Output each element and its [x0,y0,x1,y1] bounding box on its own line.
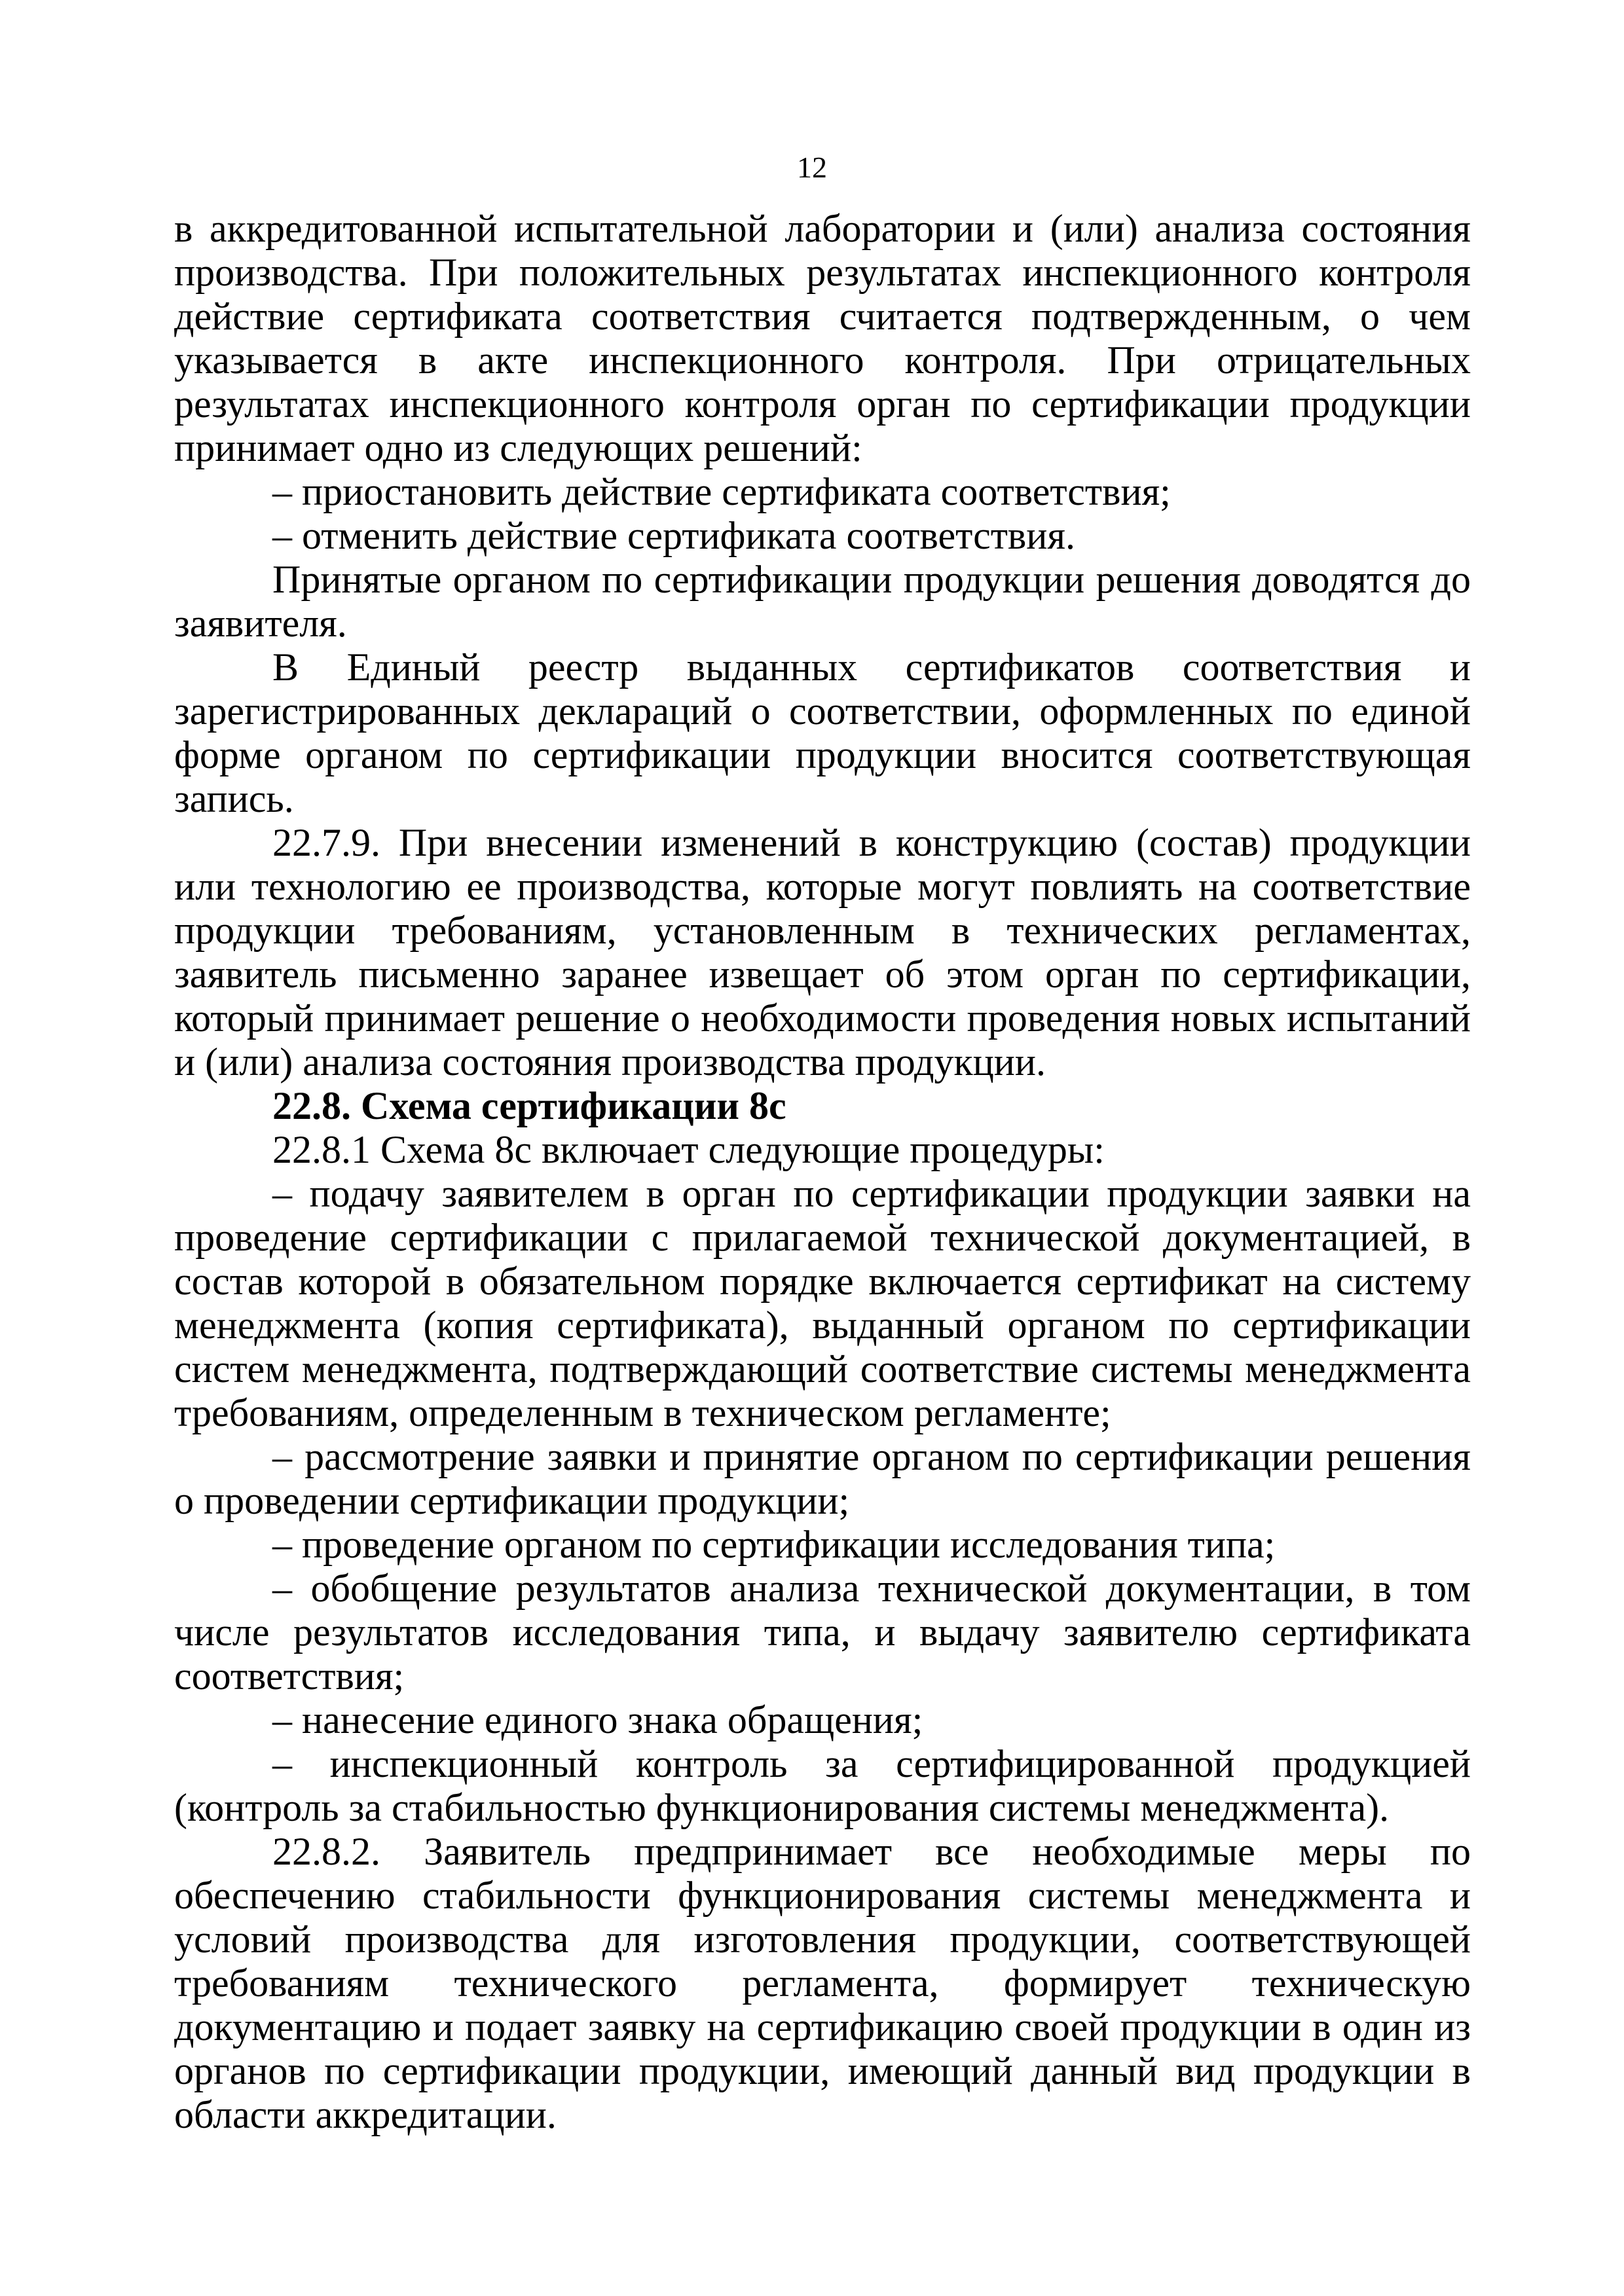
list-item-circulation-mark: – нанесение единого знака обращения; [272,1698,923,1741]
section-heading-22-8: 22.8. Схема сертификации 8с [272,1084,786,1127]
list-item-application-review: – рассмотрение заявки и принятие органом по сертификации решения о проведении сертификации продукции; [174,1435,1471,1522]
list-item-results-summary: – обобщение результатов анализа технической документации, в том числе результатов исследования типа, и выдачу заявителю сертификата соответствия; [174,1567,1471,1698]
list-item-cancel-certificate: – отменить действие сертификата соответствия. [272,514,1075,557]
list-item-suspend-certificate: – приостановить действие сертификата соответствия; [272,470,1171,513]
list-item-application-submission: – подачу заявителем в орган по сертификации продукции заявки на проведение сертификации с прилагаемой технической документацией, в состав которой в обязательном порядке включается сертификат на систему менеджмента (копия сертификата), выданный органом по сертификации систем менеджмента, подтверждающий соответствие системы менеджмента требованиям, определенным в техническом регламенте; [174,1172,1471,1434]
paragraph-22-8-2: 22.8.2. Заявитель предпринимает все необходимые меры по обеспечению стабильности функционирования системы менеджмента и условий производства для изготовления продукции, соответствующей требованиям технического регламента, формирует техническую документацию и подает заявку на сертификацию своей продукции в один из органов по сертификации продукции, имеющий данный вид продукции в области аккредитации. [174,1830,1471,2136]
paragraph-decisions-communicated: Принятые органом по сертификации продукции решения доводятся до заявителя. [174,558,1471,645]
paragraph-22-7-9: 22.7.9. При внесении изменений в конструкцию (состав) продукции или технологию ее производства, которые могут повлиять на соответствие продукции требованиям, установленным в технических регламентах, заявитель письменно заранее извещает об этом орган по сертификации, который принимает решение о необходимости проведения новых испытаний и (или) анализа состояния производства продукции. [174,821,1471,1084]
list-item-inspection-control: – инспекционный контроль за сертифицированной продукцией (контроль за стабильностью функционирования системы менеджмента). [174,1742,1471,1829]
list-item-type-examination: – проведение органом по сертификации исследования типа; [272,1523,1276,1566]
paragraph-22-8-1: 22.8.1 Схема 8с включает следующие процедуры: [272,1128,1105,1171]
paragraph-unified-registry: В Единый реестр выданных сертификатов соответствия и зарегистрированных деклараций о соответствии, оформленных по единой форме органом по сертификации продукции вносится соответствующая запись. [174,646,1471,820]
document-body [174,207,1471,2137]
page-number: 12 [797,151,827,184]
paragraph-inspection-results: в аккредитованной испытательной лаборатории и (или) анализа состояния производства. При положительных результатах инспекционного контроля действие сертификата соответствия считается подтвержденным, о чем указывается в акте инспекционного контроля. При отрицательных результатах инспекционного контроля орган по сертификации продукции принимает одно из следующих решений: [174,207,1471,469]
